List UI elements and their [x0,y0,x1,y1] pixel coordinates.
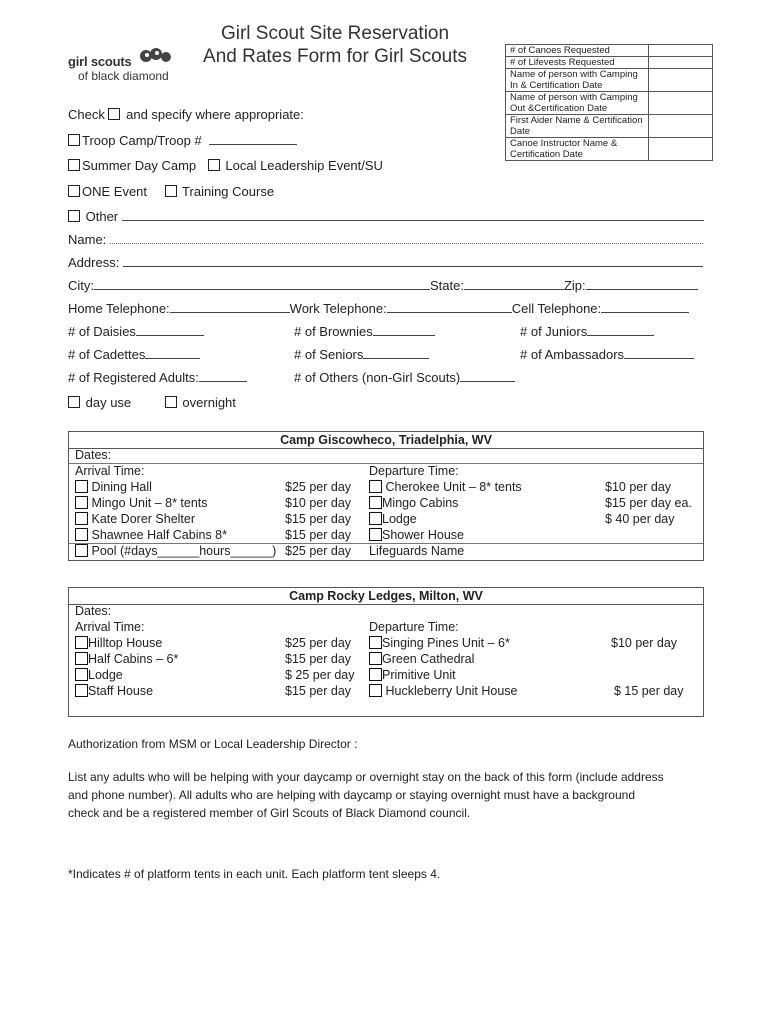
site-price: $15 per day [285,652,352,666]
site-price: $15 per day [285,684,352,698]
other-checkbox[interactable] [68,210,80,222]
site-price: $15 per day ea. [605,496,692,510]
mingo-cabins-checkbox[interactable] [369,496,382,509]
name-field[interactable] [110,233,703,244]
info-label: Name of person with Camping In & Certification Date [506,69,649,92]
local-leadership-label: Local Leadership Event/SU [225,158,383,173]
green-cathedral-checkbox[interactable] [369,652,382,665]
site-name: Primitive Unit [382,668,456,682]
others-label: # of Others (non-Girl Scouts) [294,370,461,385]
arrival-label: Arrival Time: [75,464,145,478]
table-row [506,45,713,57]
training-course-checkbox[interactable] [165,185,177,197]
city-label: City: [68,278,94,293]
camp-rocky-ledges-section [68,587,704,717]
address-label: Address: [68,255,120,270]
check-intro-text-2: and specify where appropriate: [126,107,304,122]
info-value-field[interactable] [649,115,713,138]
lodge-checkbox[interactable] [369,512,382,525]
huckleberry-unit-checkbox[interactable] [369,684,382,697]
hilltop-house-checkbox[interactable] [75,636,88,649]
site-name: Shower House [382,528,464,542]
site-price: $ 25 per day [285,668,355,682]
site-price: $25 per day [285,544,352,558]
daisies-field[interactable] [136,325,204,336]
seniors-group [294,347,429,362]
authorization-line: Authorization from MSM or Local Leadership Director : [68,737,358,751]
juniors-label: # of Juniors [520,324,588,339]
equipment-info-table [505,44,713,161]
logo-subtext: of black diamond [78,69,169,83]
day-use-label: day use [85,395,132,410]
site-name: Shawnee Half Cabins 8* [91,528,227,542]
site-name: Cherokee Unit – 8* tents [385,480,522,494]
home-telephone-label: Home Telephone: [68,301,170,316]
address-row [68,255,703,270]
shawnee-half-cabins-checkbox[interactable] [75,528,88,541]
camp-title: Camp Giscowheco, Triadelphia, WV [69,432,703,449]
pool-checkbox[interactable] [75,544,88,557]
info-value-field[interactable] [649,45,713,57]
name-label: Name: [68,232,107,247]
camp-giscowheco-section [68,431,704,561]
half-cabins-checkbox[interactable] [75,652,88,665]
city-field[interactable] [94,279,430,290]
info-label: First Aider Name & Certification Date [506,115,649,138]
troop-camp-row [68,133,297,148]
phone-row [68,301,689,316]
site-name: Green Cathedral [382,652,475,666]
one-event-checkbox[interactable] [68,185,80,197]
platform-tents-footnote: *Indicates # of platform tents in each unit. Each platform tent sleeps 4. [68,867,441,881]
info-value-field[interactable] [649,69,713,92]
ambassadors-label: # of Ambassadors [520,347,625,362]
cell-telephone-field[interactable] [601,302,689,313]
info-value-field[interactable] [649,92,713,115]
site-name: Singing Pines Unit – 6* [382,636,510,650]
site-name: Half Cabins – 6* [88,652,179,666]
info-value-field[interactable] [649,138,713,161]
other-label: Other [85,209,119,224]
table-row [506,138,713,161]
stay-type-row [68,395,236,410]
list-item [75,512,195,526]
overnight-checkbox[interactable] [165,396,177,408]
one-event-label: ONE Event [82,184,148,199]
adults-group [68,370,247,385]
list-item [369,528,464,542]
site-price: $15 per day [285,528,352,542]
local-leadership-checkbox[interactable] [208,159,220,171]
other-field[interactable] [122,210,704,221]
juniors-group [520,324,654,339]
table-row [506,115,713,138]
zip-label: Zip: [563,278,586,293]
troop-camp-label: Troop Camp/Troop # [82,133,202,148]
info-value-field[interactable] [649,57,713,69]
camp-title: Camp Rocky Ledges, Milton, WV [69,588,703,605]
list-item [369,652,474,666]
list-item [369,512,417,526]
table-row [506,92,713,115]
site-name: Mingo Cabins [382,496,459,510]
name-row [68,232,703,247]
work-telephone-label: Work Telephone: [289,301,387,316]
cell-telephone-label: Cell Telephone: [511,301,602,316]
site-price: $10 per day [285,496,352,510]
site-name: Kate Dorer Shelter [91,512,196,526]
title-line-2: And Rates Form for Girl Scouts [203,46,467,67]
home-telephone-field[interactable] [170,302,290,313]
others-group [294,370,515,385]
check-instructions [68,107,304,122]
info-label: Name of person with Camping Out &Certification Date [506,92,649,115]
overnight-label: overnight [182,395,236,410]
dates-label: Dates: [75,604,112,618]
brownies-label: # of Brownies [294,324,373,339]
site-price: $25 per day [285,480,352,494]
address-field[interactable] [123,256,703,267]
brownies-group [294,324,435,339]
list-item [75,652,178,666]
trefoil-profiles-icon [138,48,172,66]
list-item [369,636,510,650]
arrival-label: Arrival Time: [75,620,145,634]
title-line-1: Girl Scout Site Reservation [220,23,450,44]
info-label: # of Lifevests Requested [506,57,649,69]
brownies-field[interactable] [373,325,435,336]
cadettes-label: # of Cadettes [68,347,146,362]
cadettes-field[interactable] [145,348,200,359]
event-type-row-2 [68,184,274,199]
juniors-field[interactable] [587,325,654,336]
seniors-label: # of Seniors [294,347,364,362]
event-type-row-1 [68,158,383,173]
departure-label: Departure Time: [369,620,459,634]
list-item [369,480,522,494]
site-name: Hilltop House [88,636,163,650]
summer-day-camp-label: Summer Day Camp [82,158,197,173]
seniors-field[interactable] [363,348,429,359]
site-name: Dining Hall [91,480,152,494]
check-intro-text: Check [68,107,105,122]
shower-house-checkbox[interactable] [369,528,382,541]
checkbox-icon [108,108,120,120]
site-price: $25 per day [285,636,352,650]
dining-hall-checkbox[interactable] [75,480,88,493]
day-use-checkbox[interactable] [68,396,80,408]
lifeguards-label: Lifeguards Name [369,544,465,558]
singing-pines-checkbox[interactable] [369,636,382,649]
registered-adults-label: # of Registered Adults: [68,370,199,385]
zip-field[interactable] [586,279,698,290]
info-label: Canoe Instructor Name & Certification Date [506,138,649,161]
table-row [506,57,713,69]
primitive-unit-checkbox[interactable] [369,668,382,681]
site-price: $15 per day [285,512,352,526]
table-row [506,69,713,92]
list-item [369,684,517,698]
site-price: $10 per day [605,480,672,494]
cherokee-unit-checkbox[interactable] [369,480,382,493]
troop-number-field[interactable] [209,134,297,145]
site-name: Mingo Unit – 8* tents [91,496,208,510]
daisies-label: # of Daisies [68,324,136,339]
city-row [68,278,698,293]
site-name: Huckleberry Unit House [385,684,518,698]
list-item [75,684,153,698]
dates-label: Dates: [75,448,112,462]
list-item [75,528,227,542]
state-label: State: [430,278,464,293]
adults-list-note: List any adults who will be helping with your daycamp or overnight stay on the back of this form (include address and phone number). All adults who are helping with daycamp or staying overnight must have a background check and be a registered member of Girl Scouts of Black Diamond council. [68,770,664,820]
site-price: $10 per day [611,636,678,650]
ambassadors-field[interactable] [624,348,694,359]
site-name: Pool (#days______hours______) [91,544,277,558]
list-item [369,668,456,682]
training-course-label: Training Course [182,184,275,199]
kate-dorer-shelter-checkbox[interactable] [75,512,88,525]
staff-house-checkbox[interactable] [75,684,88,697]
ambassadors-group [520,347,694,362]
list-item [75,668,123,682]
cadettes-group [68,347,200,362]
info-label: # of Canoes Requested [506,45,649,57]
departure-label: Departure Time: [369,464,459,478]
registered-adults-field[interactable] [199,371,247,382]
list-item [75,480,152,494]
site-name: Lodge [88,668,123,682]
others-field[interactable] [460,371,515,382]
list-item [75,496,208,510]
list-item [75,544,276,558]
site-price: $ 15 per day [614,684,684,698]
mingo-unit-checkbox[interactable] [75,496,88,509]
site-name: Staff House [88,684,154,698]
lodge-checkbox[interactable] [75,668,88,681]
girl-scouts-logo [68,46,178,86]
site-price: $ 40 per day [605,512,675,526]
daisies-group [68,324,204,339]
troop-camp-checkbox[interactable] [68,134,80,146]
summer-day-camp-checkbox[interactable] [68,159,80,171]
work-telephone-field[interactable] [387,302,512,313]
site-name: Lodge [382,512,417,526]
other-row [68,209,704,224]
page-title [190,22,480,68]
list-item [369,496,458,510]
list-item [75,636,162,650]
logo-text: girl scouts [68,54,132,69]
state-field[interactable] [464,279,564,290]
